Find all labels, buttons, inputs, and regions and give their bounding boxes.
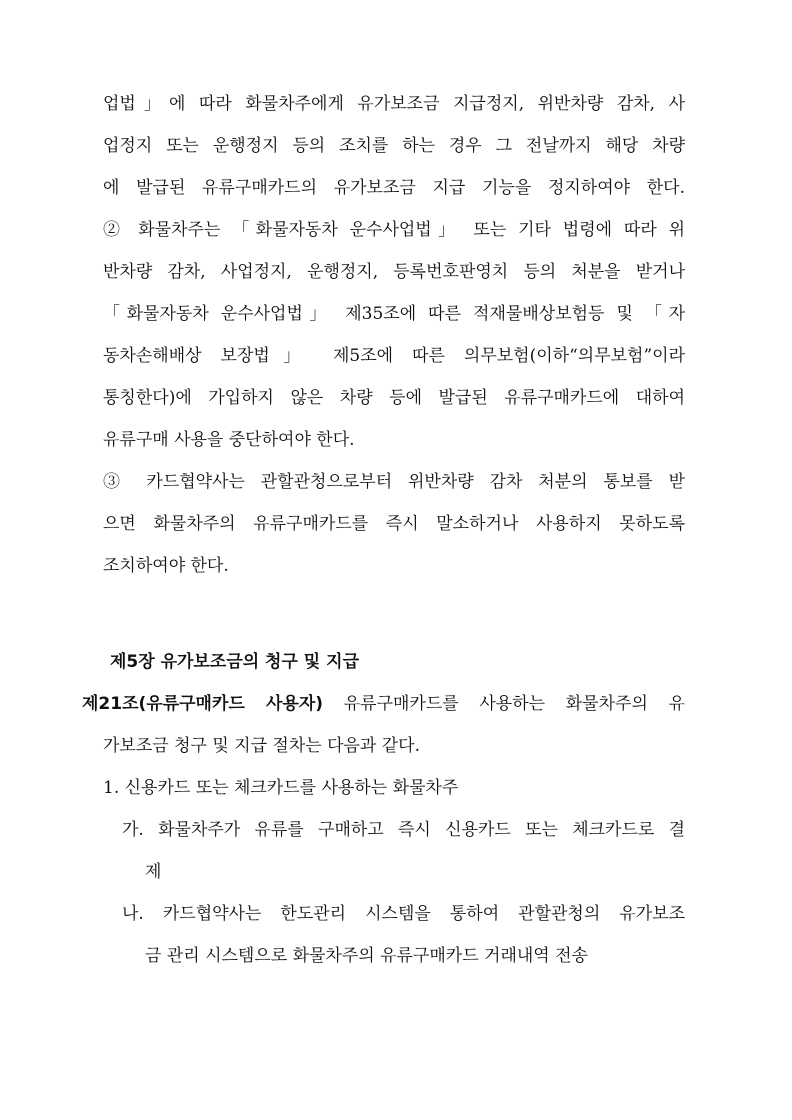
paragraph-1-line-2: 업정지 또는 운행정지 등의 조치를 하는 경우 그 전날까지 해당 차량 xyxy=(103,136,685,156)
paragraph-1-line-1: 업법」에 따라 화물차주에게 유가보조금 지급정지, 위반차량 감차, 사 xyxy=(103,94,685,114)
paragraph-2-line-3: 「화물자동차 운수사업법」 제35조에 따른 적재물배상보험등 및 「자 xyxy=(103,304,685,324)
item-1: 1. 신용카드 또는 체크카드를 사용하는 화물차주 xyxy=(103,778,459,798)
paragraph-2-line-6: 유류구매 사용을 중단하여야 한다. xyxy=(103,430,355,450)
paragraph-3-line-2: 으면 화물차주의 유류구매카드를 즉시 말소하거나 사용하지 못하도록 xyxy=(103,514,685,534)
paragraph-3-line-3: 조치하여야 한다. xyxy=(103,556,229,576)
paragraph-2-line-4: 동차손해배상 보장법」 제5조에 따른 의무보험(이하“의무보험”이라 xyxy=(103,346,685,366)
item-ga-line-1: 가. 화물차주가 유류를 구매하고 즉시 신용카드 또는 체크카드로 결 xyxy=(122,820,685,840)
article-21-line-1 xyxy=(82,692,685,716)
article-21-line-2: 가보조금 청구 및 지급 절차는 다음과 같다. xyxy=(103,736,421,756)
paragraph-2-line-1: ② 화물차주는 「화물자동차 운수사업법」 또는 기타 법령에 따라 위 xyxy=(103,220,685,240)
item-ga-line-2: 제 xyxy=(145,862,162,882)
item-na-line-2: 금 관리 시스템으로 화물차주의 유류구매카드 거래내역 전송 xyxy=(145,946,588,966)
paragraph-1-line-3: 에 발급된 유류구매카드의 유가보조금 지급 기능을 정지하여야 한다. xyxy=(103,178,685,198)
chapter-heading: 제5장 유가보조금의 청구 및 지급 xyxy=(110,652,359,672)
item-na-line-1: 나. 카드협약사는 한도관리 시스템을 통하여 관할관청의 유가보조 xyxy=(122,904,685,924)
paragraph-3-line-1: ③ 카드협약사는 관할관청으로부터 위반차량 감차 처분의 통보를 받 xyxy=(103,472,685,492)
paragraph-2-line-5: 통칭한다)에 가입하지 않은 차량 등에 발급된 유류구매카드에 대하여 xyxy=(103,388,685,408)
article-21-title: 제21조(유류구매카드 사용자) xyxy=(82,694,324,714)
paragraph-2-line-2: 반차량 감차, 사업정지, 운행정지, 등록번호판영치 등의 처분을 받거나 xyxy=(103,262,685,282)
article-21-text: 유류구매카드를 사용하는 화물차주의 유 xyxy=(323,694,685,714)
